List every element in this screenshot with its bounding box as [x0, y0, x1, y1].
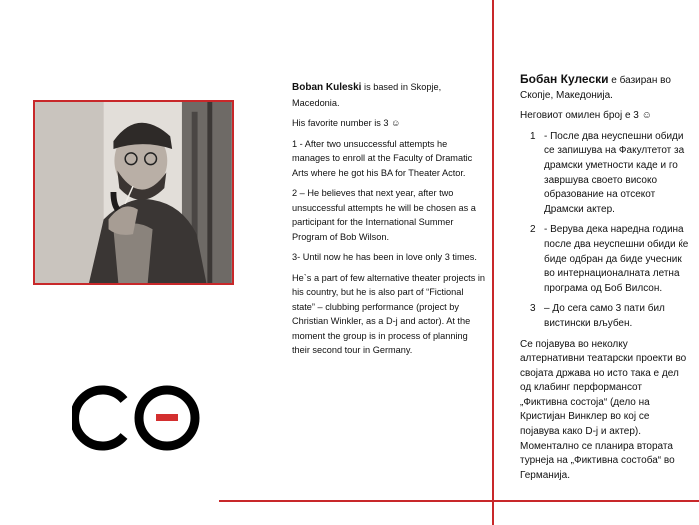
bottom-divider [219, 500, 699, 502]
list-item: 3 – До сега само 3 пати бил вистински вљубен. [530, 303, 665, 329]
english-intro: Boban Kuleski is based in Skopje, Macedonia. [292, 82, 442, 108]
macedonian-list [520, 130, 690, 332]
english-point-3: 3- Until now he has been in love only 3 times. [292, 252, 477, 262]
list-item: 1 - После два неуспешни обиди се запишува на Факултетот за драмски уметности каде и го завршува своето високо образование на отсекот Драмски актер. [530, 130, 685, 215]
macedonian-name: Бобан Кулески [520, 72, 609, 86]
macedonian-favorite: Неговиот омилен број е 3 ☺ [520, 110, 652, 122]
macedonian-intro: Бобан Кулески е базиран во Скопје, Македонија. [520, 72, 671, 101]
english-favorite: His favorite number is 3 ☺ [292, 118, 401, 128]
co-logo [72, 378, 202, 458]
english-point-1: 1 - After two unsuccessful attempts he manages to enroll at the Faculty of Dramatic Arts where he got his BA for Theater Actor. [292, 138, 473, 178]
list-item: 2 - Верува дека наредна година после два неуспешни обиди ќе биде одбран да биде учесник во интернационалната летна програма од Боб Вилсон. [530, 224, 689, 294]
portrait-photo [33, 100, 234, 285]
macedonian-closing: Се појавува во неколку алтернативни театарски проекти во својата држава но исто така е дел од клабинг перформансот „Фиктивна состоја“ (дело на Кристијан Винклер во кој се појавува како D-j и актер). Моментално се планира втората турнеја на „Фиктивна состоба“ во Германија. [520, 338, 687, 481]
macedonian-text-column [520, 72, 690, 489]
english-text-column [292, 80, 487, 364]
english-closing: He`s a part of few alternative theater projects in his country, but he is also part of “Fictional state” – clubbing performance (project by Christian Winkler, as a D-j and actor). At the moment the group is in process of planning their second tour in Germany. [292, 272, 486, 355]
english-name: Boban Kuleski [292, 82, 362, 93]
english-point-2: 2 – He believes that next year, after two unsuccessful attempts he will be chosen as a participant for the International Summer Program of Bob Wilson. [292, 188, 476, 242]
vertical-divider [492, 0, 494, 525]
